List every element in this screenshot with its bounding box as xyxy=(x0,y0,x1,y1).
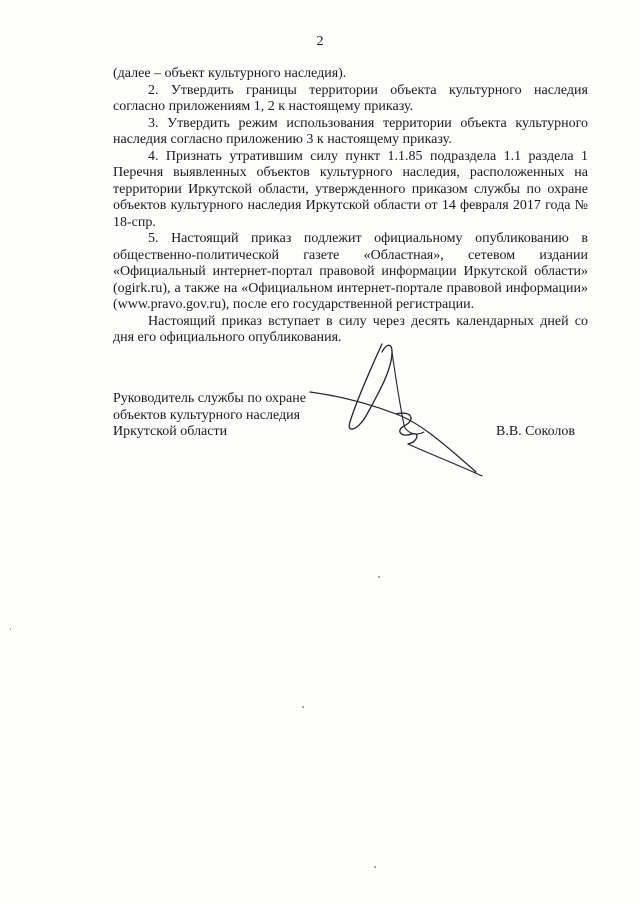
signatory-title-line: объектов культурного наследия xyxy=(113,407,301,423)
paragraph-item-2: 2. Утвердить границы территории объекта культурного наследия согласно приложениям 1, 2 к настоящему приказу. xyxy=(113,82,588,114)
page-number: 2 xyxy=(316,34,324,49)
scan-speck xyxy=(374,866,376,868)
paragraph-item-5: 5. Настоящий приказ подлежит официальному опубликованию в общественно-политической газете «Областная», сетевом издании «Официальный интернет-портал правовой информации Иркутской области» (ogirk.ru), а также на «Официальном интернет-портале правовой информации» (www.pravo.gov.ru), после его государственной регистрации. xyxy=(113,231,588,312)
paragraph-effective-date: Настоящий приказ вступает в силу через десять календарных дней со дня его официального опубликования. xyxy=(113,313,588,345)
signatory-title-line: Руководитель службы по охране xyxy=(113,391,306,406)
paragraph-item-3: 3. Утвердить режим использования территории объекта культурного наследия согласно приложению 3 к настоящему приказу. xyxy=(113,115,588,147)
signatory-title-line: Иркутской области xyxy=(113,424,228,439)
handwritten-signature xyxy=(300,330,500,490)
scan-speck xyxy=(378,576,380,578)
paragraph-item-4: 4. Признать утратившим силу пункт 1.1.85 подраздела 1.1 раздела 1 Перечня выявленных объектов культурного наследия, расположенных на территории Иркутской области, утвержденного приказом службы по охране объектов культурного наследия Иркутской области от 14 февраля 2017 года № 18-спр. xyxy=(113,148,588,230)
scan-speck xyxy=(302,706,304,708)
signatory-title xyxy=(113,391,306,441)
document-body xyxy=(113,66,588,347)
paragraph-continuation: (далее – объект культурного наследия). xyxy=(113,66,347,81)
scan-speck xyxy=(10,628,11,630)
signatory-name: В.В. Соколов xyxy=(496,424,576,439)
